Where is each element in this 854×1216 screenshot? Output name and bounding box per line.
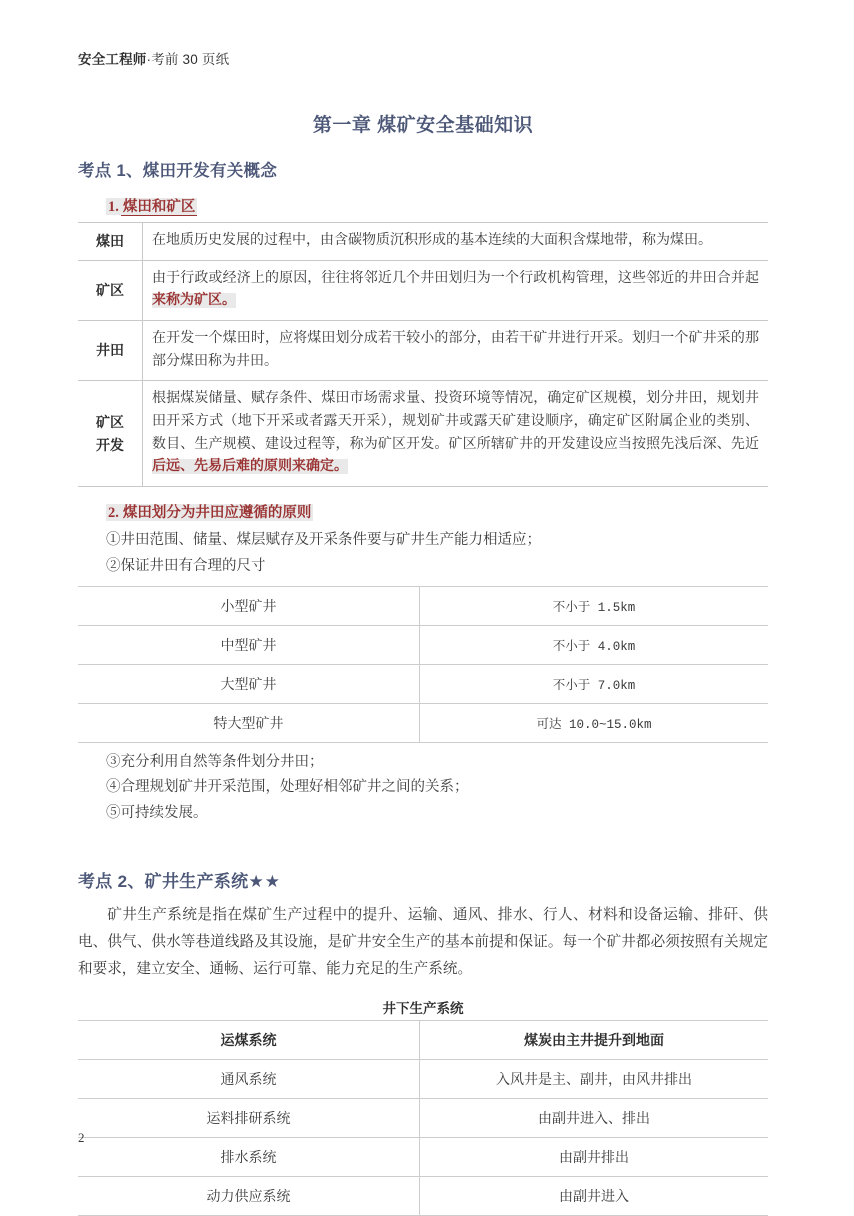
table-row [78, 1098, 768, 1137]
subheading-2 [106, 501, 768, 522]
system-name: 动力供应系统 [78, 1176, 420, 1215]
mine-size-table [78, 586, 768, 743]
concept-text-highlighted: 后远、先易后难的原则来确定。 [152, 459, 348, 475]
table-row [78, 1176, 768, 1215]
table-row [78, 381, 768, 487]
subheading-2-text: 煤田划分为井田应遵循的原则 [122, 505, 312, 522]
running-header [78, 0, 768, 68]
system-description: 由副井排出 [420, 1137, 769, 1176]
principle-item: ②保证井田有合理的尺寸 [106, 557, 266, 574]
section-heading-kaodian-1: 考点 1、煤田开发有关概念 [78, 162, 278, 180]
star-rating-icon: ★★ [248, 872, 281, 892]
concept-label [78, 381, 143, 487]
table-row [78, 664, 768, 703]
system-name: 通风系统 [78, 1059, 420, 1098]
mine-size-value: 可达 10.0~15.0km [420, 703, 769, 742]
subheading-1-number: 1. [108, 199, 119, 215]
concept-text: 在开发一个煤田时，应将煤田划分成若干较小的部分，由若干矿井进行开采。划归一个矿井采的那部分煤田称为井田。 [143, 321, 769, 381]
principle-item: ④合理规划矿井开采范围，处理好相邻矿井之间的关系； [106, 779, 469, 796]
concept-text: 在地质历史发展的过程中，由含碳物质沉积形成的基本连续的大面积含煤地带，称为煤田。 [143, 223, 769, 261]
section-paragraph: 矿井生产系统是指在煤矿生产过程中的提升、运输、通风、排水、行人、材料和设备运输、排矸、供电、供气、供水等巷道线路及其设施，是矿井安全生产的基本前提和保证。每一个矿井都必须按照有关规定和要求，建立安全、通畅、运行可靠、能力充足的生产系统。 [78, 907, 768, 977]
table-row [78, 625, 768, 664]
concepts-table [78, 222, 768, 487]
concept-label: 矿区 [78, 260, 143, 320]
running-header-subtitle: 考前 30 页纸 [151, 52, 230, 67]
mine-size-type: 大型矿井 [78, 664, 420, 703]
subheading-2-number: 2. [108, 505, 119, 522]
chapter-title: 第一章 煤矿安全基础知识 [312, 115, 534, 136]
system-description: 由副井进入 [420, 1176, 769, 1215]
running-header-title: 安全工程师 [78, 52, 147, 67]
page-content [78, 0, 768, 1216]
table-row [78, 321, 768, 381]
system-description: 入风井是主、副井，由风井排出 [420, 1059, 769, 1098]
table-row [78, 1059, 768, 1098]
mine-size-value: 不小于 7.0km [420, 664, 769, 703]
concept-label-line-2: 开发 [96, 436, 124, 453]
section-heading-kaodian-2-text: 考点 2、矿井生产系统 [78, 872, 249, 892]
concept-label-line-1: 矿区 [96, 414, 124, 431]
mine-size-type: 中型矿井 [78, 625, 420, 664]
principle-item: ⑤可持续发展。 [106, 805, 208, 822]
section-heading-kaodian-2 [78, 867, 768, 892]
concept-text-highlighted: 来称为矿区。 [152, 293, 236, 309]
table-row [78, 703, 768, 742]
system-description: 煤炭由主井提升到地面 [420, 1020, 769, 1059]
running-header-separator: · [146, 52, 152, 67]
system-description: 由副井进入、排出 [420, 1098, 769, 1137]
mine-size-type: 小型矿井 [78, 586, 420, 625]
subheading-1-text: 煤田和矿区 [122, 199, 196, 215]
mine-size-value: 不小于 1.5km [420, 586, 769, 625]
concept-text-plain: 由于行政或经济上的原因，往往将邻近几个井田划归为一个行政机构管理，这些邻近的井田合并起 [152, 270, 759, 286]
table-row [78, 223, 768, 261]
concept-text [143, 260, 769, 320]
underground-systems-table [78, 1020, 768, 1216]
system-name: 运料排研系统 [78, 1098, 420, 1137]
subheading-1 [106, 195, 768, 216]
principle-item: ①井田范围、储量、煤层赋存及开采条件要与矿井生产能力相适应； [106, 532, 541, 549]
table-row [78, 586, 768, 625]
concept-label: 煤田 [78, 223, 143, 261]
principle-item: ③充分利用自然等条件划分井田； [106, 753, 324, 770]
page-number: 2 [78, 1130, 85, 1145]
system-name: 运煤系统 [78, 1020, 420, 1059]
table-row [78, 260, 768, 320]
systems-table-caption: 井下生产系统 [382, 1000, 464, 1016]
table-row [78, 1137, 768, 1176]
concept-label: 井田 [78, 321, 143, 381]
mine-size-type: 特大型矿井 [78, 703, 420, 742]
mine-size-value: 不小于 4.0km [420, 625, 769, 664]
concept-text-plain: 根据煤炭储量、赋存条件、煤田市场需求量、投资环境等情况，确定矿区规模，划分井田，规划井田开采方式（地下开采或者露天开采），规划矿井或露天矿建设顺序，确定矿区附属企业的类别、数目、生产规模、建设过程等，称为矿区开发。矿区所辖矿井的开发建设应当按照先浅后深、先近 [152, 391, 759, 452]
system-name: 排水系统 [78, 1137, 420, 1176]
concept-text [143, 381, 769, 487]
table-row [78, 1020, 768, 1059]
